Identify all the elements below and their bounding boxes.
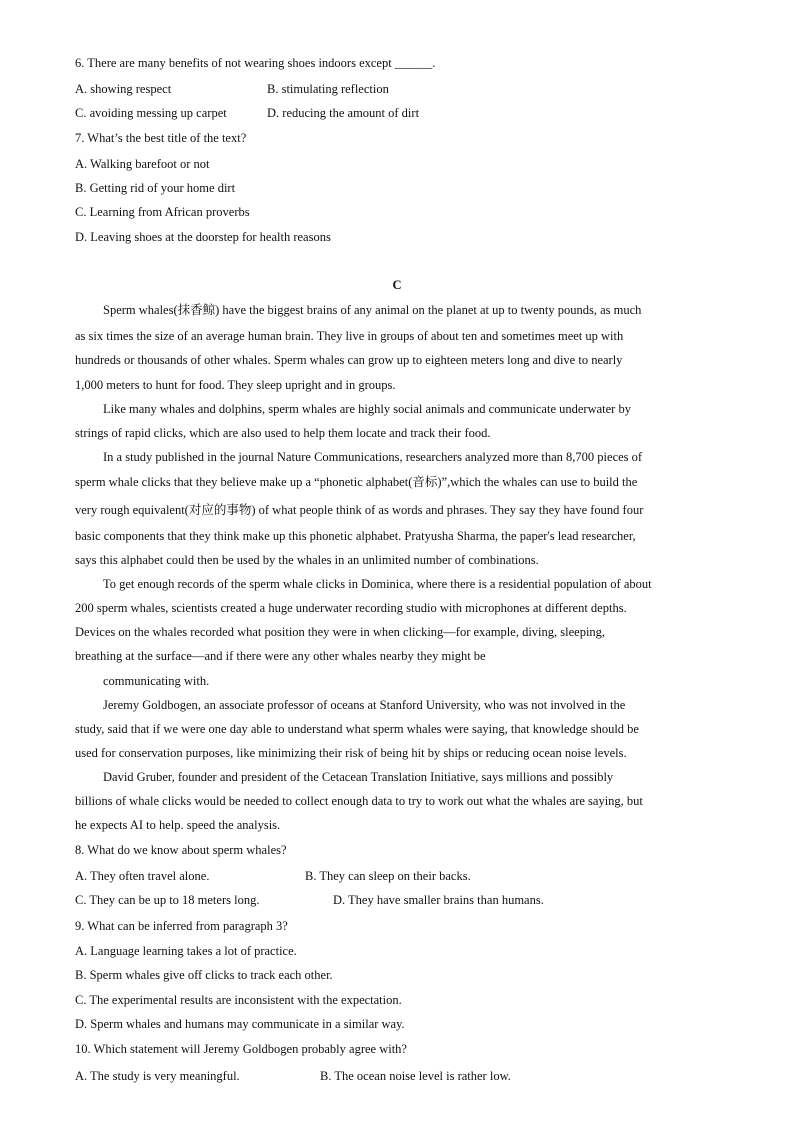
passage-line: David Gruber, founder and president of the Cetacean Translation Initiative, says millions and possibly xyxy=(103,770,614,784)
question-8-option-b: B. They can sleep on their backs. xyxy=(305,869,471,883)
question-6-option-c: C. avoiding messing up carpet xyxy=(75,106,227,120)
passage-line: breathing at the surface—and if there were any other whales nearby they might be xyxy=(75,649,486,663)
question-9-option-c: C. The experimental results are inconsistent with the expectation. xyxy=(75,993,402,1007)
passage-line: Sperm whales(抹香鲸) have the biggest brains of any animal on the planet at up to twenty pounds, as much xyxy=(103,303,642,317)
question-7-option-b: B. Getting rid of your home dirt xyxy=(75,181,236,195)
question-6-option-a: A. showing respect xyxy=(75,82,172,96)
question-9-option-b: B. Sperm whales give off clicks to track each other. xyxy=(75,968,333,982)
passage-line: communicating with. xyxy=(103,674,210,688)
question-9-option-d: D. Sperm whales and humans may communicate in a similar way. xyxy=(75,1017,405,1031)
question-8-option-a: A. They often travel alone. xyxy=(75,869,210,883)
passage-line: To get enough records of the sperm whale clicks in Dominica, where there is a residential population of about xyxy=(103,577,652,591)
passage-line: as six times the size of an average human brain. They live in groups of about ten and sometimes meet up with xyxy=(75,329,624,343)
question-7-option-a: A. Walking barefoot or not xyxy=(75,157,210,171)
question-6-stem: 6. There are many benefits of not wearing shoes indoors except ______. xyxy=(75,56,436,70)
question-10-stem: 10. Which statement will Jeremy Goldbogen probably agree with? xyxy=(75,1042,407,1056)
question-7-stem: 7. What’s the best title of the text? xyxy=(75,131,247,145)
question-6-option-d: D. reducing the amount of dirt xyxy=(267,106,420,120)
question-7-option-c: C. Learning from African proverbs xyxy=(75,205,250,219)
passage-line: In a study published in the journal Nature Communications, researchers analyzed more than 8,700 pieces of xyxy=(103,450,643,464)
question-10-option-a: A. The study is very meaningful. xyxy=(75,1069,240,1083)
question-8-option-c: C. They can be up to 18 meters long. xyxy=(75,893,260,907)
passage-line: study, said that if we were one day able to understand what sperm whales were saying, that knowledge should be xyxy=(75,722,639,736)
passage-line: used for conservation purposes, like minimizing their risk of being hit by ships or reducing ocean noise levels. xyxy=(75,746,627,760)
question-8-option-d: D. They have smaller brains than humans. xyxy=(333,893,544,907)
passage-line: Like many whales and dolphins, sperm whales are highly social animals and communicate underwater by xyxy=(103,402,631,416)
question-9-option-a: A. Language learning takes a lot of practice. xyxy=(75,944,297,958)
passage-line: billions of whale clicks would be needed to collect enough data to try to work out what the whales are saying, but xyxy=(75,794,643,808)
passage-line: very rough equivalent(对应的事物) of what people think of as words and phrases. They say they have found four xyxy=(75,503,644,517)
passage-line: 1,000 meters to hunt for food. They sleep upright and in groups. xyxy=(75,378,396,392)
question-9-stem: 9. What can be inferred from paragraph 3? xyxy=(75,919,288,933)
passage-line: hundreds or thousands of other whales. Sperm whales can grow up to eighteen meters long and dive to nearly xyxy=(75,353,623,367)
section-title: C xyxy=(392,278,402,292)
question-8-stem: 8. What do we know about sperm whales? xyxy=(75,843,287,857)
passage-line: 200 sperm whales, scientists created a huge underwater recording studio with microphones at different depths. xyxy=(75,601,627,615)
passage-line: Devices on the whales recorded what position they were in when clicking—for example, diving, sleeping, xyxy=(75,625,606,639)
passage-line: strings of rapid clicks, which are also used to help them locate and track their food. xyxy=(75,426,491,440)
passage-line: basic components that they think make up this phonetic alphabet. Pratyusha Sharma, the paper's lead researcher, xyxy=(75,529,636,543)
question-7-option-d: D. Leaving shoes at the doorstep for health reasons xyxy=(75,230,331,244)
passage-line: he expects AI to help. speed the analysis. xyxy=(75,818,281,832)
passage-line: Jeremy Goldbogen, an associate professor of oceans at Stanford University, who was not involved in the xyxy=(103,698,626,712)
passage-line: says this alphabet could then be used by the whales in an unlimited number of combinations. xyxy=(75,553,539,567)
question-6-option-b: B. stimulating reflection xyxy=(267,82,389,96)
passage-line: sperm whale clicks that they believe make up a “phonetic alphabet(音标)”,which the whales can use to build the xyxy=(75,475,638,489)
question-10-option-b: B. The ocean noise level is rather low. xyxy=(320,1069,511,1083)
